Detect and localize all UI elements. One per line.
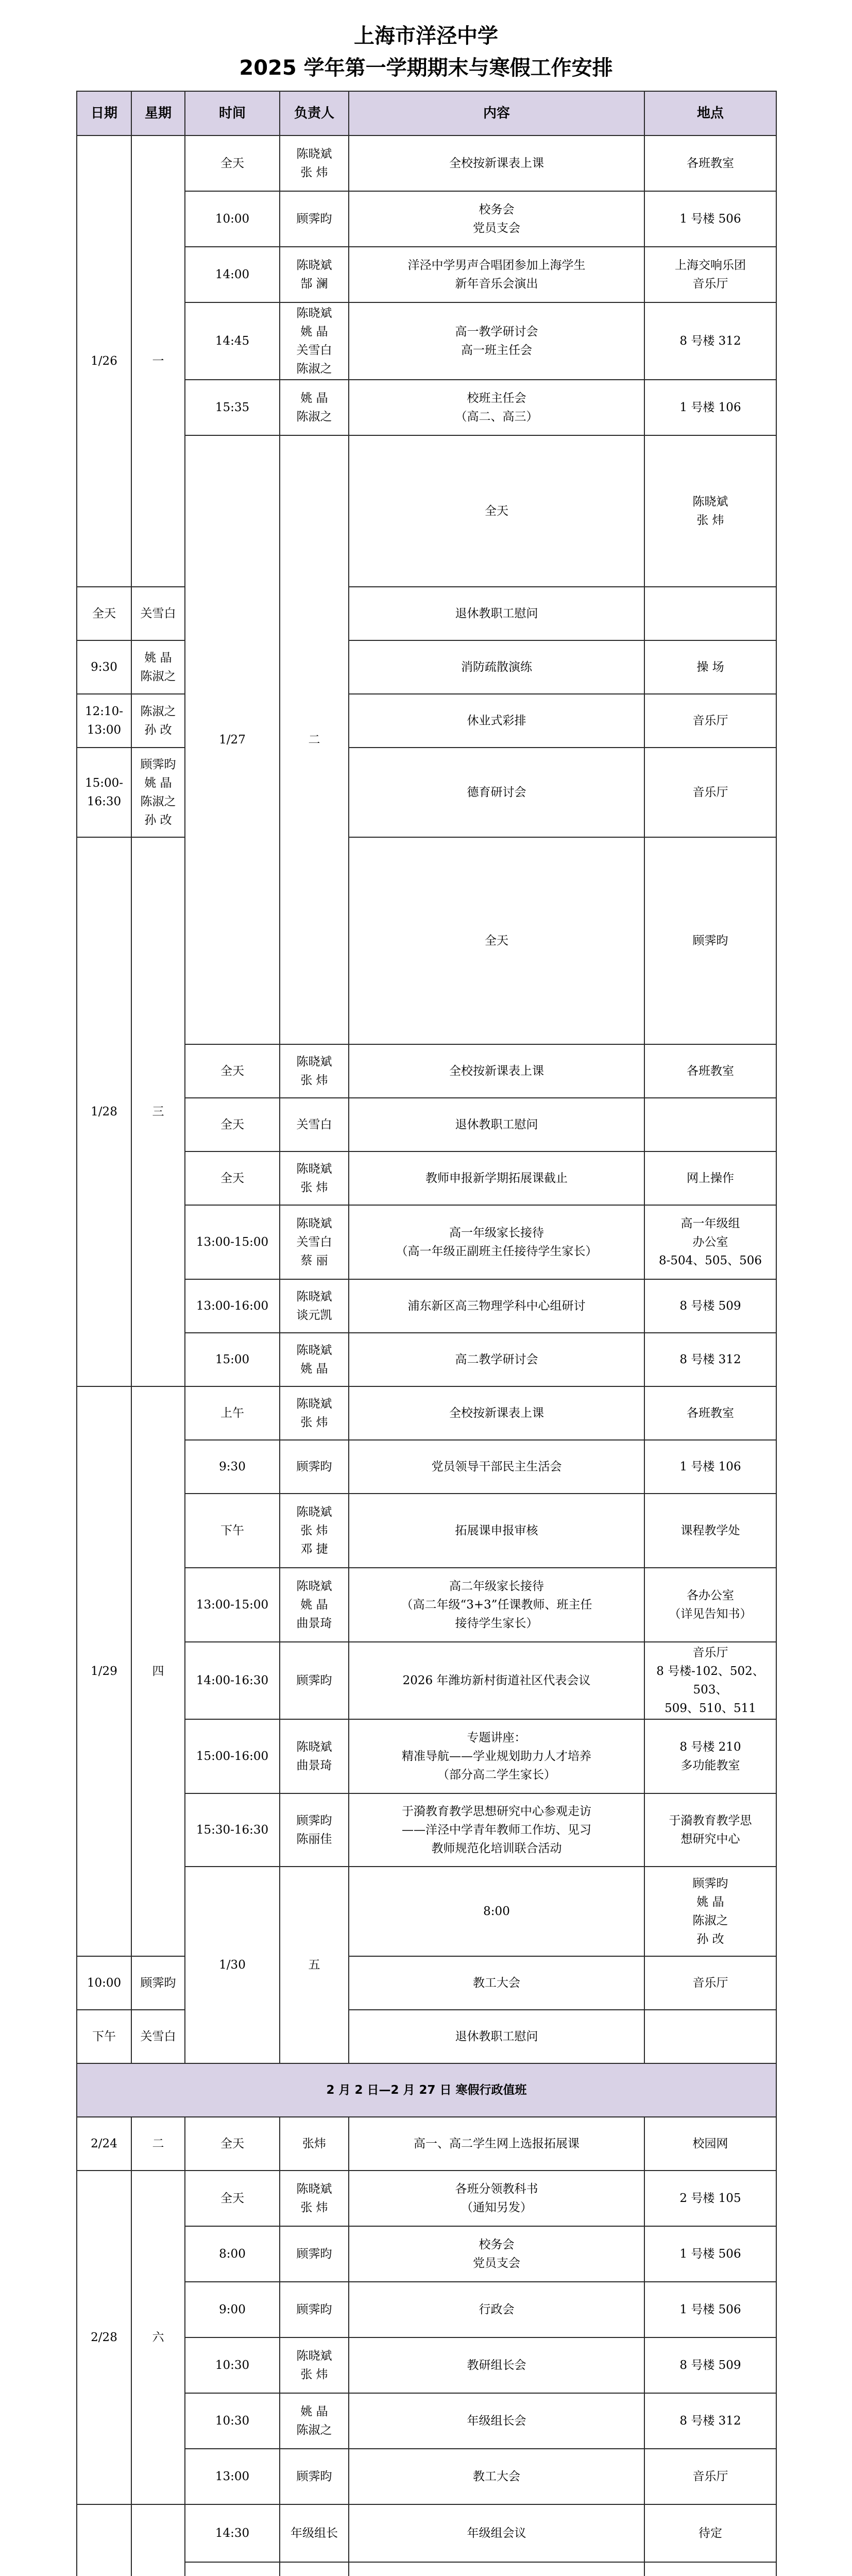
owner-cell: 陈晓斌 姚 晶 曲景琦: [280, 1568, 349, 1642]
table-row: [77, 1956, 776, 2010]
owner-cell: 陈淑之 孙 改: [131, 694, 185, 748]
school-name: 上海市洋泾中学: [354, 24, 498, 48]
table-row: [77, 2504, 776, 2562]
owner-cell: 陈晓斌 郜 澜: [280, 247, 349, 302]
content-cell: 退休教职工慰问: [349, 587, 644, 640]
content-cell: 高一年级家长接待 （高一年级正副班主任接待学生家长）: [349, 1205, 644, 1279]
header-content: 内容: [349, 91, 644, 135]
owner-cell: 陈晓斌 谈元凯: [280, 1279, 349, 1333]
content-cell: 浦东新区高三物理学科中心组研讨: [349, 1279, 644, 1333]
time-cell: 15:35: [185, 380, 280, 435]
place-cell: 各班教室: [644, 1044, 776, 1098]
date-cell: 1/27: [185, 435, 280, 1044]
content-cell: 退休教职工慰问: [349, 1098, 644, 1151]
time-cell: 10:30: [185, 2393, 280, 2449]
owner-cell: 陈晓斌 张 炜: [280, 1386, 349, 1440]
owner-cell: 陈晓斌 张 炜 邓 捷: [280, 1494, 349, 1568]
content-cell: 休业式彩排: [349, 694, 644, 748]
time-cell: 10:00: [77, 1956, 131, 2010]
time-cell: 15:00-16:00: [185, 1719, 280, 1793]
schedule-body: [77, 135, 776, 2576]
content-cell: 拓展课申报审核: [349, 1494, 644, 1568]
content-cell: 全校按新课表上课: [349, 1386, 644, 1440]
owner-cell: 顾霁昀: [280, 191, 349, 247]
header-weekday: 星期: [131, 91, 185, 135]
content-cell: 专题讲座： 精准导航——学业规划助力人才培养 （部分高二学生家长）: [349, 1719, 644, 1793]
content-cell: 全校按新课表上课: [349, 135, 644, 191]
place-cell: 上海交响乐团 音乐厅: [644, 247, 776, 302]
schedule-title: 2025 学年第一学期期末与寒假工作安排: [239, 56, 613, 80]
owner-cell: 姚 晶 陈淑之: [280, 380, 349, 435]
header-owner: 负责人: [280, 91, 349, 135]
time-cell: 14:00-16:30: [185, 1642, 280, 1719]
time-cell: 9:30: [185, 1440, 280, 1494]
time-cell: 全天: [185, 2171, 280, 2226]
place-cell: 8 号楼 210 多功能教室: [644, 1719, 776, 1793]
table-row: [77, 1386, 776, 1440]
owner-cell: 陈晓斌 张 炜: [280, 1044, 349, 1098]
place-cell: 高一年级组 办公室 8-504、505、506: [644, 1205, 776, 1279]
date-cell: 2/28: [77, 2171, 131, 2504]
date-cell: 1/28: [77, 837, 131, 1386]
time-cell: [185, 2562, 280, 2576]
table-row: [77, 837, 776, 1044]
place-cell: 1 号楼 106: [644, 1440, 776, 1494]
content-cell: 年级组会议: [349, 2504, 644, 2562]
weekday-cell: 五: [280, 1867, 349, 2063]
date-cell: 2/24: [77, 2117, 131, 2171]
owner-cell: 陈晓斌 姚 晶 关雪白 陈淑之: [280, 302, 349, 380]
content-cell: 行政会: [349, 2282, 644, 2337]
owner-cell: 关雪白: [131, 2010, 185, 2063]
place-cell: 8 号楼 509: [644, 1279, 776, 1333]
place-cell: 8 号楼 312: [644, 302, 776, 380]
content-cell: 高二教学研讨会: [349, 1333, 644, 1386]
time-cell: 下午: [77, 2010, 131, 2063]
weekday-cell: 一: [131, 135, 185, 587]
owner-cell: 陈晓斌 张 炜: [280, 2171, 349, 2226]
owner-cell: 顾霁昀: [131, 1956, 185, 2010]
place-cell: 音乐厅: [644, 1956, 776, 2010]
time-cell: 15:00-16:30: [77, 748, 131, 837]
weekday-cell: 六: [131, 2171, 185, 2504]
time-cell: 全天: [77, 587, 131, 640]
place-cell: 各班教室: [644, 1386, 776, 1440]
place-cell: 8 号楼 312: [644, 2393, 776, 2449]
time-cell: 13:00: [185, 2449, 280, 2504]
content-cell: 校班主任会 （高二、高三）: [349, 380, 644, 435]
content-cell: 年级组长会: [349, 2393, 644, 2449]
content-cell: 教工大会: [349, 1956, 644, 2010]
time-cell: 9:30: [77, 640, 131, 694]
place-cell: [644, 587, 776, 640]
place-cell: 各班教室: [644, 135, 776, 191]
content-cell: 教研组长会: [349, 2337, 644, 2393]
place-cell: 校园网: [644, 2117, 776, 2171]
owner-cell: 陈晓斌 张 炜: [280, 135, 349, 191]
place-cell: 网上操作: [644, 1151, 776, 1205]
time-cell: 14:30: [185, 2504, 280, 2562]
date-cell: [77, 2504, 131, 2576]
time-cell: 13:00-15:00: [185, 1568, 280, 1642]
date-cell: 1/30: [185, 1867, 280, 2063]
owner-cell: 关雪白: [280, 1098, 349, 1151]
content-cell: [349, 2562, 644, 2576]
time-cell: 9:00: [185, 2282, 280, 2337]
content-cell: 全校按新课表上课: [349, 1044, 644, 1098]
time-cell: 全天: [185, 1044, 280, 1098]
time-cell: 下午: [185, 1494, 280, 1568]
place-cell: 2 号楼 105: [644, 2171, 776, 2226]
place-cell: 操 场: [644, 640, 776, 694]
place-cell: 音乐厅: [644, 694, 776, 748]
time-cell: 全天: [185, 1098, 280, 1151]
time-cell: 12:10-13:00: [77, 694, 131, 748]
time-cell: 全天: [349, 837, 644, 1044]
time-cell: 13:00-16:00: [185, 1279, 280, 1333]
place-cell: [644, 2010, 776, 2063]
owner-cell: 姚 晶 陈淑之: [280, 2393, 349, 2449]
content-cell: 德育研讨会: [349, 748, 644, 837]
owner-cell: 顾霁昀: [280, 2449, 349, 2504]
time-cell: 14:00: [185, 247, 280, 302]
table-row: [77, 748, 776, 837]
table-row: [77, 2171, 776, 2226]
time-cell: 8:00: [349, 1867, 644, 1956]
header-time: 时间: [185, 91, 280, 135]
owner-cell: 顾霁昀 陈丽佳: [280, 1793, 349, 1867]
content-cell: 洋泾中学男声合唱团参加上海学生 新年音乐会演出: [349, 247, 644, 302]
content-cell: 校务会 党员支会: [349, 2226, 644, 2282]
header-place: 地点: [644, 91, 776, 135]
content-cell: 教工大会: [349, 2449, 644, 2504]
content-cell: 高二年级家长接待 （高二年级“3+3”任课教师、班主任 接待学生家长）: [349, 1568, 644, 1642]
weekday-cell: [131, 2504, 185, 2576]
time-cell: 全天: [185, 135, 280, 191]
table-row: [77, 2117, 776, 2171]
table-row: [77, 2010, 776, 2063]
time-cell: 全天: [185, 2117, 280, 2171]
place-cell: 各办公室 （详见告知书）: [644, 1568, 776, 1642]
section-band-row: [77, 2063, 776, 2117]
table-row: [77, 135, 776, 191]
time-cell: 上午: [185, 1386, 280, 1440]
owner-cell: 顾霁昀 姚 晶 陈淑之 孙 改: [131, 748, 185, 837]
place-cell: 于漪教育教学思 想研究中心: [644, 1793, 776, 1867]
header-row: [77, 91, 776, 135]
content-cell: 2026 年潍坊新村街道社区代表会议: [349, 1642, 644, 1719]
owner-cell: 陈晓斌 曲景琦: [280, 1719, 349, 1793]
place-cell: 课程教学处: [644, 1494, 776, 1568]
place-cell: 音乐厅: [644, 2449, 776, 2504]
time-cell: 10:30: [185, 2337, 280, 2393]
owner-cell: 张炜: [280, 2117, 349, 2171]
owner-cell: 顾霁昀: [280, 1642, 349, 1719]
weekday-cell: 四: [131, 1386, 185, 1956]
place-cell: [644, 1098, 776, 1151]
place-cell: 1 号楼 506: [644, 191, 776, 247]
table-row: [77, 694, 776, 748]
content-cell: 退休教职工慰问: [349, 2010, 644, 2063]
place-cell: 音乐厅: [644, 748, 776, 837]
owner-cell: 姚 晶 陈淑之: [131, 640, 185, 694]
place-cell: 8 号楼 509: [644, 2337, 776, 2393]
owner-cell: 年级组长: [280, 2504, 349, 2562]
owner-cell: 顾霁昀 姚 晶 陈淑之 孙 改: [644, 1867, 776, 1956]
time-cell: 15:00: [185, 1333, 280, 1386]
section-band: 2 月 2 日—2 月 27 日 寒假行政值班: [77, 2063, 776, 2117]
owner-cell: 陈晓斌 姚 晶: [280, 1333, 349, 1386]
header-date: 日期: [77, 91, 131, 135]
content-cell: 消防疏散演练: [349, 640, 644, 694]
content-cell: 教师申报新学期拓展课截止: [349, 1151, 644, 1205]
weekday-cell: 三: [131, 837, 185, 1386]
time-cell: 14:45: [185, 302, 280, 380]
time-cell: 8:00: [185, 2226, 280, 2282]
owner-cell: 陈晓斌 张 炜: [280, 2337, 349, 2393]
time-cell: 13:00-15:00: [185, 1205, 280, 1279]
schedule-table: [76, 91, 777, 2576]
owner-cell: 顾霁昀: [280, 1440, 349, 1494]
date-cell: 1/26: [77, 135, 131, 587]
owner-cell: 陈晓斌 张 炜: [280, 1151, 349, 1205]
time-cell: 15:30-16:30: [185, 1793, 280, 1867]
place-cell: 待定: [644, 2504, 776, 2562]
place-cell: 8 号楼 312: [644, 1333, 776, 1386]
owner-cell: 陈晓斌 张 炜: [644, 435, 776, 587]
owner-cell: 关雪白: [131, 587, 185, 640]
owner-cell: 顾霁昀: [280, 2282, 349, 2337]
content-cell: 高一教学研讨会 高一班主任会: [349, 302, 644, 380]
time-cell: 全天: [349, 435, 644, 587]
time-cell: 全天: [185, 1151, 280, 1205]
date-cell: 1/29: [77, 1386, 131, 1956]
place-cell: 1 号楼 106: [644, 380, 776, 435]
content-cell: 各班分领教科书 （通知另发）: [349, 2171, 644, 2226]
owner-cell: [280, 2562, 349, 2576]
owner-cell: 顾霁昀: [280, 2226, 349, 2282]
table-row: [77, 587, 776, 640]
table-row: [77, 640, 776, 694]
owner-cell: 顾霁昀: [644, 837, 776, 1044]
weekday-cell: 二: [280, 435, 349, 1044]
content-cell: 党员领导干部民主生活会: [349, 1440, 644, 1494]
content-cell: 校务会 党员支会: [349, 191, 644, 247]
owner-cell: 陈晓斌 关雪白 蔡 丽: [280, 1205, 349, 1279]
time-cell: 10:00: [185, 191, 280, 247]
place-cell: 音乐厅 8 号楼-102、502、503、 509、510、511: [644, 1642, 776, 1719]
weekday-cell: 二: [131, 2117, 185, 2171]
content-cell: 于漪教育教学思想研究中心参观走访 ——洋泾中学青年教师工作坊、见习 教师规范化培训联合活动: [349, 1793, 644, 1867]
content-cell: 高一、高二学生网上选报拓展课: [349, 2117, 644, 2171]
place-cell: 1 号楼 506: [644, 2282, 776, 2337]
place-cell: 1 号楼 506: [644, 2226, 776, 2282]
place-cell: [644, 2562, 776, 2576]
